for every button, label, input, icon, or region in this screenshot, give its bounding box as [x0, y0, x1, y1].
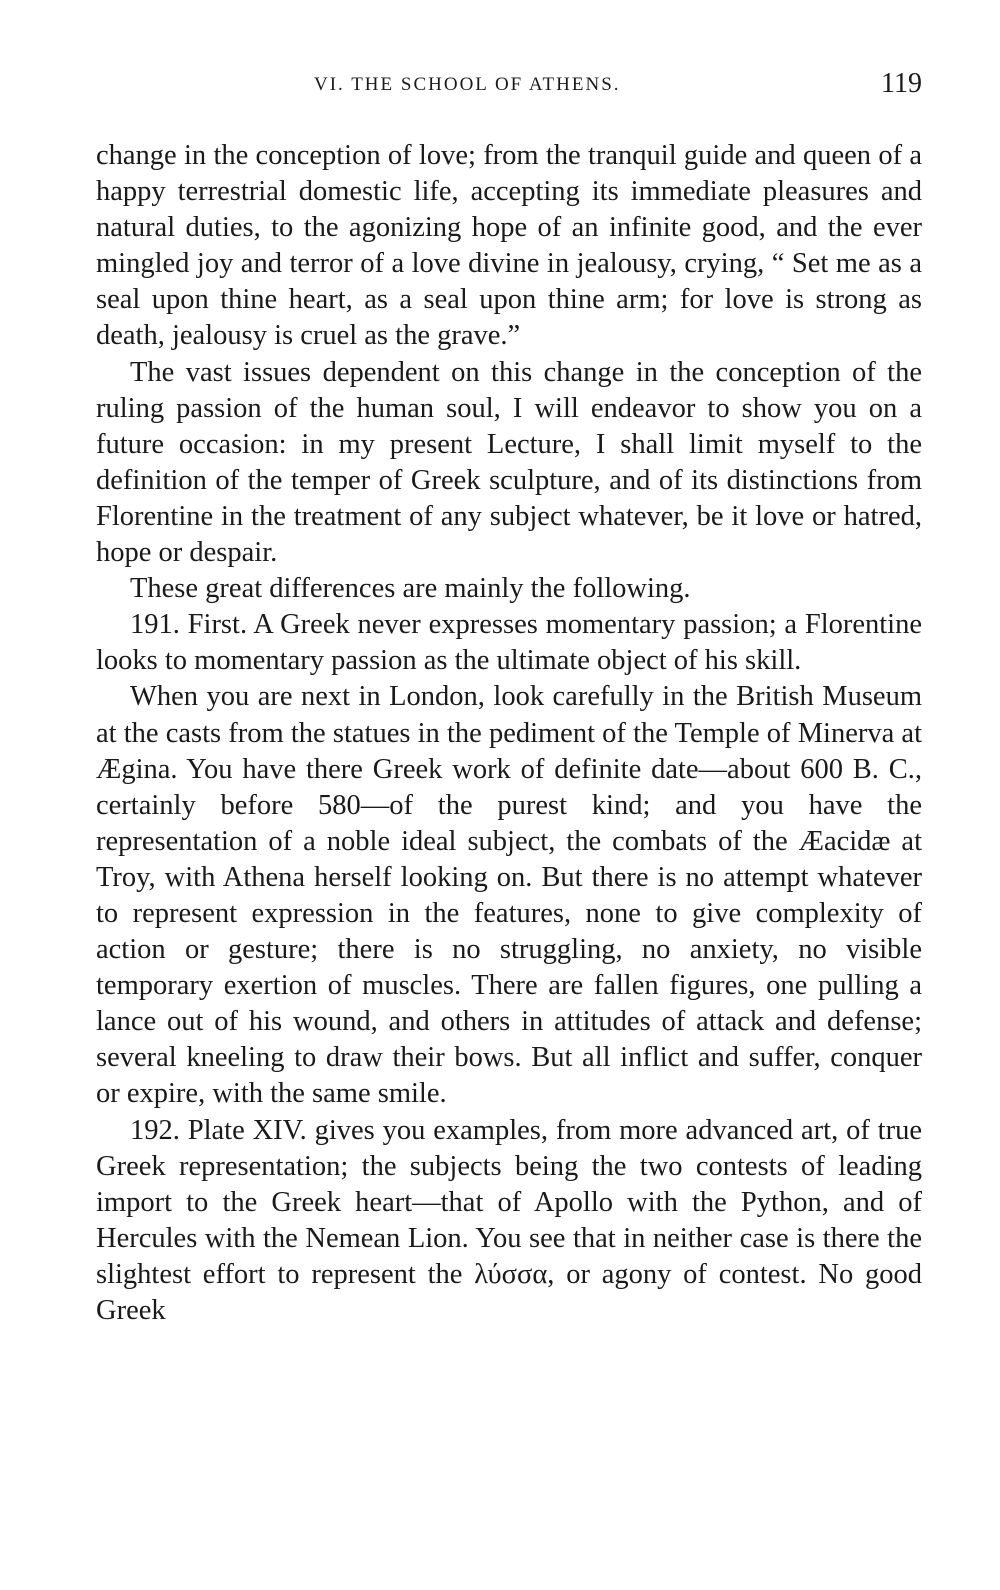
paragraph: When you are next in London, look carefully in the British Museum at the casts from the statues in the pediment of the Temple of Minerva at Ægina. You have there Greek work of definite date—about 600 B. C., certainly before 580—of the purest kind; and you have the representation of a noble ideal subject, the combats of the Æacidæ at Troy, with Athena herself looking on. But there is no attempt whatever to represent expression in the features, none to give complexity of action or gesture; there is no struggling, no anxiety, no visible temporary exertion of muscles. There are fallen figures, one pulling a lance out of his wound, and others in attitudes of attack and defense; several kneeling to draw their bows. But all inflict and suffer, conquer or expire, with the same smile.: [96, 681, 922, 1110]
running-head: VI. THE SCHOOL OF ATHENS.: [314, 74, 621, 95]
paragraph: The vast issues dependent on this change in the conception of the ruling passion of the human soul, I will endeavor to show you on a future occasion: in my present Lecture, I shall limit myself to the definition of the temper of Greek sculpture, and of its distinctions from Florentine in the treatment of any subject whatever, be it love or hatred, hope or despair.: [96, 356, 922, 569]
page-number: 119: [881, 68, 922, 99]
page-header: [96, 68, 922, 108]
paragraph: change in the conception of love; from the tranquil guide and queen of a happy terrestrial domestic life, accepting its immediate pleasures and natural duties, to the agonizing hope of an infinite good, and the ever mingled joy and terror of a love divine in jealousy, crying, “ Set me as a seal upon thine heart, as a seal upon thine arm; for love is strong as death, jealousy is cruel as the grave.”: [96, 140, 922, 352]
paragraph: These great differences are mainly the following.: [130, 573, 691, 605]
paragraph: 192. Plate XIV. gives you examples, from more advanced art, of true Greek representation; the subjects being the two contests of leading import to the Greek heart—that of Apollo with the Python, and of Hercules with the Nemean Lion. You see that in neither case is there the slightest effort to represent the λύσσα, or agony of contest. No good Greek: [96, 1114, 922, 1326]
paragraph: 191. First. A Greek never expresses momentary passion; a Florentine looks to momentary passion as the ultimate object of his skill.: [96, 609, 922, 677]
body-text: [96, 138, 922, 1329]
